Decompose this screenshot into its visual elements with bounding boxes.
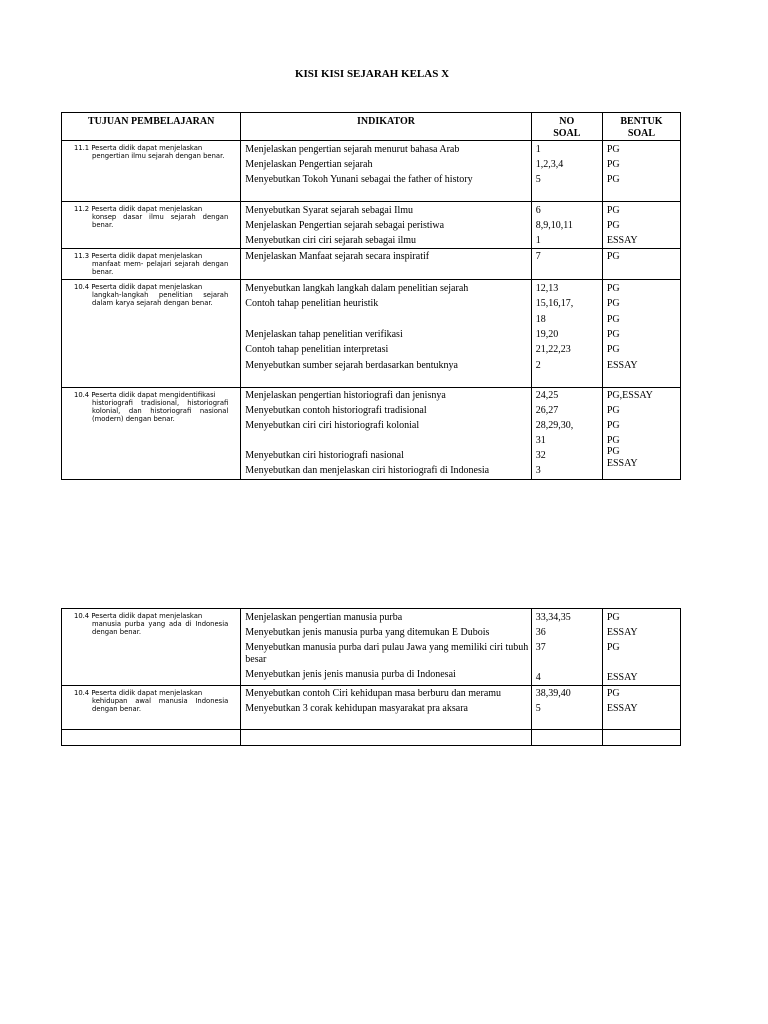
tujuan-cell: [62, 609, 241, 686]
bentuk-soal-text: PG: [606, 642, 620, 653]
empty-cell: [531, 730, 602, 746]
no-soal-text: 2: [535, 360, 541, 371]
no-soal-text: 15,16,17,: [535, 298, 574, 309]
tujuan-cell: [62, 249, 241, 280]
bentuk-soal-cell: [602, 141, 680, 202]
empty-cell: [62, 730, 241, 746]
no-soal-cell: [531, 686, 602, 730]
no-soal-text: 38,39,40: [535, 688, 571, 699]
bentuk-soal-text: PG: [606, 220, 620, 231]
tujuan-cell: [62, 686, 241, 730]
indikator-cell: [241, 202, 531, 249]
no-soal-cell: [531, 609, 602, 686]
bentuk-soal-text: PG: [606, 329, 620, 340]
indikator-cell: [241, 388, 531, 480]
bentuk-soal-text: ESSAY: [606, 703, 638, 714]
indikator-text: Menjelaskan Pengertian sejarah sebagai peristiwa: [245, 220, 445, 231]
indikator-cell: [241, 686, 531, 730]
indikator-text: Menjelaskan pengertian manusia purba: [245, 612, 403, 623]
page-title: KISI KISI SEJARAH KELAS X: [294, 68, 450, 80]
bentuk-soal-text: PG: [606, 446, 620, 457]
indikator-text: Menjelaskan tahap penelitian verifikasi: [245, 329, 403, 340]
no-soal-text: 7: [535, 251, 541, 262]
no-soal-text: 21,22,23: [535, 344, 571, 355]
no-soal-cell: [531, 141, 602, 202]
tujuan-text: Peserta didik dapat mengidentifikasi: [91, 391, 216, 399]
indikator-text: Menyebutkan Tokoh Yunani sebagai the father of history: [245, 174, 473, 185]
no-soal-text: 5: [535, 174, 541, 185]
bentuk-soal-text: PG: [606, 251, 620, 262]
no-soal-text: 19,20: [535, 329, 559, 340]
tujuan-pembelajaran: [62, 686, 240, 715]
bentuk-soal-text: ESSAY: [606, 360, 638, 371]
empty-table-row: [62, 730, 681, 746]
tujuan-number: 11.2: [74, 205, 90, 213]
tujuan-text: Peserta didik dapat menjelaskan: [91, 612, 203, 620]
indikator-text: Menyebutkan jenis jenis manusia purba di Indonesai: [245, 669, 456, 680]
tujuan-cell: [62, 141, 241, 202]
kisi-table-part-2: [61, 608, 681, 746]
no-soal-text: 1: [535, 235, 541, 246]
bentuk-soal-text: PG: [606, 298, 620, 309]
tujuan-text: Peserta didik dapat menjelaskan: [91, 252, 203, 260]
header-indikator: INDIKATOR: [241, 113, 531, 141]
indikator-text: Menyebutkan dan menjelaskan ciri historiografi di Indonesia: [245, 465, 490, 476]
no-soal-text: 26,27: [535, 405, 559, 416]
bentuk-soal-text: PG: [606, 435, 620, 446]
tujuan-text-continued: pengertian ilmu sejarah dengan benar.: [92, 152, 225, 160]
tujuan-text-continued: kehidupan awal manusia Indonesia dengan benar.: [92, 697, 229, 713]
indikator-text: Menyebutkan ciri ciri sejarah sebagai ilmu: [245, 235, 417, 246]
indikator-text: Menjelaskan Pengertian sejarah: [245, 159, 373, 170]
bentuk-soal-text: PG: [606, 314, 620, 325]
tujuan-pembelajaran: [62, 280, 240, 309]
indikator-text: Contoh tahap penelitian heuristik: [245, 298, 379, 309]
header-bentuk-soal: BENTUK SOAL: [602, 113, 680, 141]
tujuan-text: Peserta didik dapat menjelaskan: [91, 205, 203, 213]
no-soal-text: 3: [535, 465, 541, 476]
tujuan-cell: [62, 202, 241, 249]
no-soal-text: 37: [535, 642, 546, 653]
tujuan-number: 11.3: [74, 252, 90, 260]
bentuk-soal-cell: [602, 280, 680, 388]
header-no-soal: NO SOAL: [531, 113, 602, 141]
indikator-text: Menyebutkan langkah langkah dalam penelitian sejarah: [245, 283, 469, 294]
tujuan-pembelajaran: [62, 141, 240, 162]
bentuk-soal-text: ESSAY: [606, 458, 638, 469]
empty-cell: [602, 730, 680, 746]
bentuk-soal-text: PG: [606, 420, 620, 431]
tujuan-pembelajaran: [62, 609, 240, 638]
bentuk-soal-text: PG: [606, 344, 620, 355]
no-soal-text: 33,34,35: [535, 612, 571, 623]
no-soal-text: 12,13: [535, 283, 559, 294]
bentuk-soal-cell: [602, 686, 680, 730]
indikator-text: Menyebutkan 3 corak kehidupan masyarakat pra aksara: [245, 703, 468, 714]
tujuan-text: Peserta didik dapat menjelaskan: [91, 144, 203, 152]
bentuk-soal-text: PG: [606, 612, 620, 623]
no-soal-cell: [531, 280, 602, 388]
indikator-cell: [241, 249, 531, 280]
tujuan-number: 10.4: [74, 612, 90, 620]
bentuk-soal-text: ESSAY: [606, 627, 638, 638]
indikator-text: Contoh tahap penelitian interpretasi: [245, 344, 389, 355]
indikator-text: Menyebutkan contoh historiografi tradisional: [245, 405, 427, 416]
table-row: [62, 388, 681, 480]
tujuan-number: 10.4: [74, 283, 90, 291]
table-header-row: [62, 113, 681, 141]
indikator-text: Menyebutkan jenis manusia purba yang ditemukan E Dubois: [245, 627, 490, 638]
tujuan-number: 11.1: [74, 144, 90, 152]
no-soal-text: 1: [535, 144, 541, 155]
indikator-text: Menyebutkan contoh Ciri kehidupan masa berburu dan meramu: [245, 688, 502, 699]
indikator-text: Menjelaskan pengertian historiografi dan jenisnya: [245, 390, 446, 401]
bentuk-soal-text: ESSAY: [606, 672, 638, 683]
empty-cell: [241, 730, 531, 746]
indikator-text: Menyebutkan sumber sejarah berdasarkan bentuknya: [245, 360, 458, 371]
bentuk-soal-cell: [602, 249, 680, 280]
no-soal-text: 18: [535, 314, 546, 325]
no-soal-text: 5: [535, 703, 541, 714]
bentuk-soal-text: PG: [606, 205, 620, 216]
no-soal-text: 1,2,3,4: [535, 159, 564, 170]
no-soal-text: 28,29,30,: [535, 420, 574, 431]
bentuk-soal-text: PG: [606, 174, 620, 185]
indikator-text: Menyebutkan ciri historiografi nasional: [245, 450, 404, 461]
bentuk-soal-text: ESSAY: [606, 235, 638, 246]
indikator-text: Menjelaskan Manfaat sejarah secara inspiratif: [245, 251, 430, 262]
no-soal-text: 24,25: [535, 390, 559, 401]
bentuk-soal-text: PG: [606, 688, 620, 699]
no-soal-text: 8,9,10,11: [535, 220, 573, 231]
bentuk-soal-cell: [602, 388, 680, 480]
table-row: [62, 609, 681, 686]
table-row: [62, 686, 681, 730]
no-soal-text: 6: [535, 205, 541, 216]
tujuan-text-continued: konsep dasar ilmu sejarah dengan benar.: [92, 213, 229, 229]
tujuan-number: 10.4: [74, 689, 90, 697]
tujuan-number: 10.4: [74, 391, 90, 399]
no-soal-text: 31: [535, 435, 546, 446]
tujuan-text-continued: historiografi tradisional, historiografi kolonial, dan historiografi nasional (modern) dengan benar.: [92, 399, 229, 423]
tujuan-pembelajaran: [62, 202, 240, 231]
header-tujuan: TUJUAN PEMBELAJARAN: [62, 113, 241, 141]
bentuk-soal-cell: [602, 202, 680, 249]
indikator-text: Menjelaskan pengertian sejarah menurut bahasa Arab: [245, 144, 460, 155]
table-row: [62, 141, 681, 202]
tujuan-cell: [62, 280, 241, 388]
no-soal-cell: [531, 202, 602, 249]
indikator-text: Menyebutkan ciri ciri historiografi kolonial: [245, 420, 420, 431]
indikator-cell: [241, 280, 531, 388]
no-soal-cell: [531, 388, 602, 480]
tujuan-text: Peserta didik dapat menjelaskan: [91, 283, 203, 291]
tujuan-cell: [62, 388, 241, 480]
indikator-text: Menyebutkan Syarat sejarah sebagai Ilmu: [245, 205, 414, 216]
indikator-cell: [241, 141, 531, 202]
table-row: [62, 280, 681, 388]
tujuan-pembelajaran: [62, 249, 240, 278]
no-soal-text: 4: [535, 672, 541, 683]
table-row: [62, 249, 681, 280]
no-soal-cell: [531, 249, 602, 280]
bentuk-soal-text: PG: [606, 405, 620, 416]
no-soal-text: 36: [535, 627, 546, 638]
kisi-table-part-1: [61, 112, 681, 480]
tujuan-text-continued: manfaat mem- pelajari sejarah dengan benar.: [92, 260, 229, 276]
bentuk-soal-text: PG: [606, 283, 620, 294]
tujuan-text: Peserta didik dapat menjelaskan: [91, 689, 203, 697]
tujuan-pembelajaran: [62, 388, 240, 425]
indikator-cell: [241, 609, 531, 686]
bentuk-soal-text: PG: [606, 159, 620, 170]
table-row: [62, 202, 681, 249]
no-soal-text: 32: [535, 450, 546, 461]
tujuan-text-continued: manusia purba yang ada di Indonesia dengan benar.: [92, 620, 229, 636]
bentuk-soal-text: PG: [606, 144, 620, 155]
bentuk-soal-cell: [602, 609, 680, 686]
indikator-text: Menyebutkan manusia purba dari pulau Jawa yang memiliki ciri tubuh besar: [245, 642, 529, 665]
tujuan-text-continued: langkah-langkah penelitian sejarah dalam karya sejarah dengan benar.: [92, 291, 229, 307]
bentuk-soal-text: PG,ESSAY: [606, 390, 653, 401]
